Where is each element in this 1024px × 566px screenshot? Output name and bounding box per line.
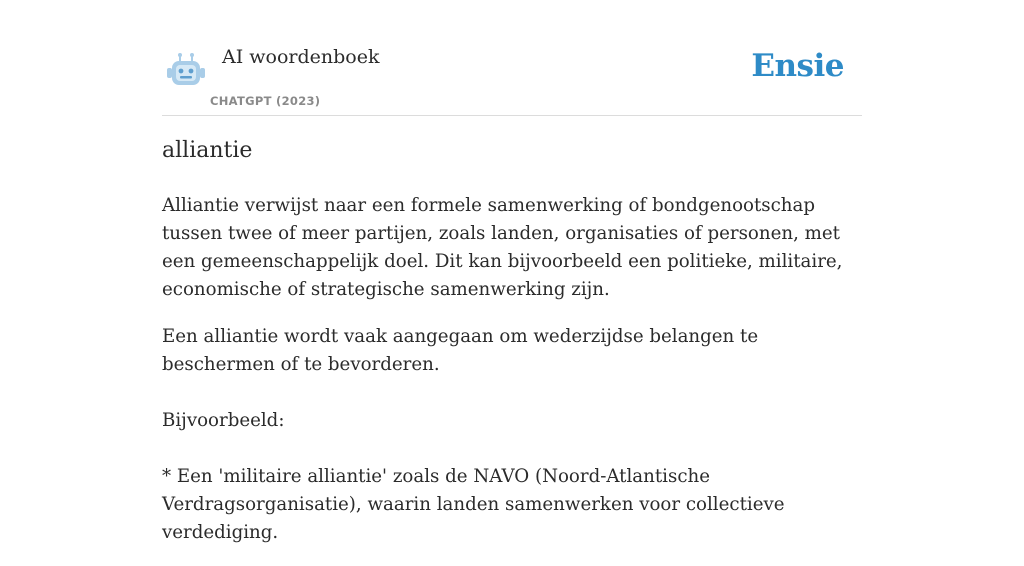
example-item: * Een 'militaire alliantie' zoals de NAVO (Noord-Atlantische Verdragsorganisatie), waarin landen samenwerken voor collectieve verdediging. [162,466,785,543]
source-header [162,40,862,116]
definition-paragraph: Een alliantie wordt vaak aangegaan om wederzijdse belangen te beschermen of te bevorderen. [162,326,759,375]
source-title[interactable]: AI woordenboek [222,46,380,68]
ensie-logo[interactable]: Ensie [751,48,844,84]
entry-definition [162,192,874,566]
source-subtitle: CHATGPT (2023) [210,94,321,108]
example-heading: Bijvoorbeeld: [162,410,285,431]
entry-term: alliantie [162,138,253,163]
robot-icon [166,52,206,88]
definition-paragraph: Alliantie verwijst naar een formele samenwerking of bondgenootschap tussen twee of meer partijen, zoals landen, organisaties of personen, met een gemeenschappelijk doel. Dit kan bijvoorbeeld een politieke, militaire, economische of strategische samenwerking zijn. [162,195,843,300]
